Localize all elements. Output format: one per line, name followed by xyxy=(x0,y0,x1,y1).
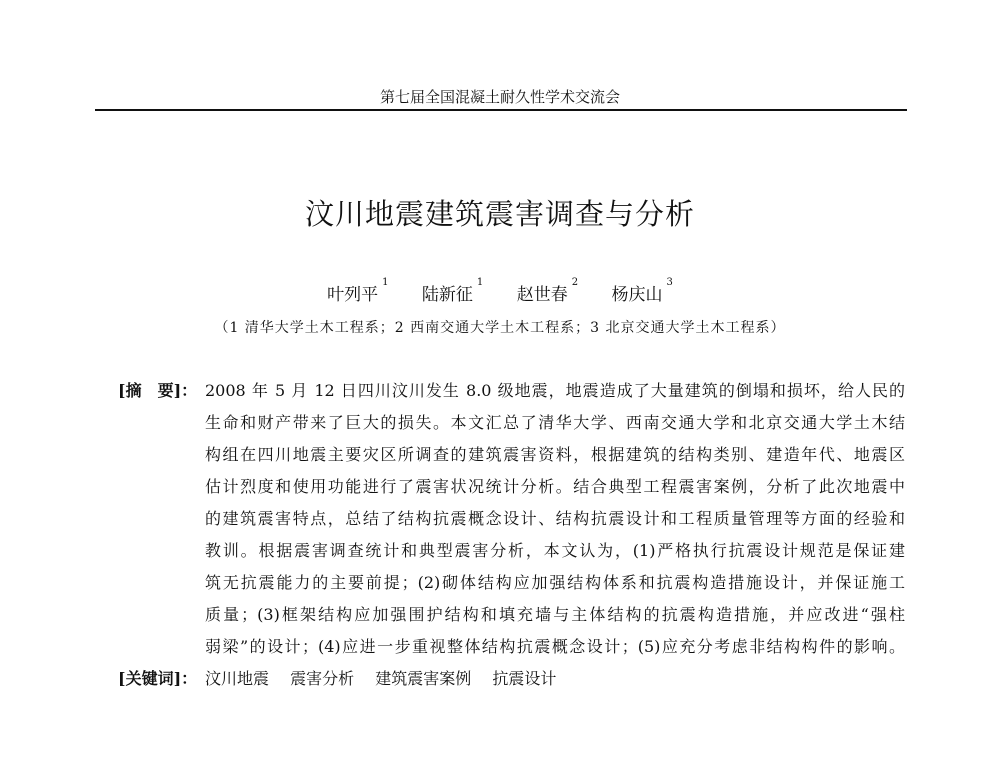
abstract-line: 2008 年 5 月 12 日四川汶川发生 8.0 级地震，地震造成了大量建筑的倒塌和损坏，给人民的 xyxy=(205,381,905,400)
author-affiliation-mark: 2 xyxy=(571,277,579,288)
header-rule xyxy=(95,109,907,111)
keywords-list xyxy=(205,666,572,689)
affiliations: （1 清华大学土木工程系；2 西南交通大学土木工程系；3 北京交通大学土木工程系） xyxy=(214,320,786,336)
author xyxy=(327,277,389,305)
keyword: 汶川地震 xyxy=(205,669,270,688)
abstract-line: 生命和财产带来了巨大的损失。本文汇总了清华大学、西南交通大学和北京交通大学土木结 xyxy=(205,413,905,432)
abstract-line: 弱梁”的设计；(4)应进一步重视整体结构抗震概念设计；(5)应充分考虑非结构构件的影响。 xyxy=(205,637,905,656)
author-name: 陆新征 xyxy=(421,285,473,305)
keyword: 震害分析 xyxy=(290,669,355,688)
author xyxy=(421,277,484,305)
keyword: 抗震设计 xyxy=(492,669,557,688)
author-name: 叶列平 xyxy=(327,285,379,305)
abstract-line: 估计烈度和使用功能进行了震害状况统计分析。结合典型工程震害案例，分析了此次地震中 xyxy=(205,477,905,496)
abstract-line: 构组在四川地震主要灾区所调查的建筑震害资料，根据建筑的结构类别、建造年代、地震区 xyxy=(205,445,905,464)
abstract-line: 的建筑震害特点，总结了结构抗震概念设计、结构抗震设计和工程质量管理等方面的经验和 xyxy=(205,509,905,528)
paper-title: 汶川地震建筑震害调查与分析 xyxy=(304,197,695,231)
keywords-label: [关键词]： xyxy=(118,669,198,688)
abstract-line: 筑无抗震能力的主要前提；(2)砌体结构应加强结构体系和抗震构造措施设计，并保证施工 xyxy=(205,573,905,592)
abstract-line: 质量；(3)框架结构应加强围护结构和填充墙与主体结构的抗震构造措施，并应改进“强柱 xyxy=(205,605,905,624)
author-list xyxy=(0,277,1000,305)
author-affiliation-mark: 1 xyxy=(476,277,484,288)
author-name: 杨庆山 xyxy=(611,285,663,305)
author xyxy=(516,277,579,305)
abstract-label: [摘 要]： xyxy=(118,381,198,400)
author xyxy=(611,277,673,305)
keyword: 建筑震害案例 xyxy=(375,669,472,688)
author-affiliation-mark: 1 xyxy=(382,277,389,288)
running-head: 第七届全国混凝土耐久性学术交流会 xyxy=(379,88,620,106)
author-name: 赵世春 xyxy=(516,285,568,305)
abstract-line: 教训。根据震害调查统计和典型震害分析，本文认为，(1)严格执行抗震设计规范是保证建 xyxy=(205,541,905,560)
author-affiliation-mark: 3 xyxy=(666,277,673,288)
